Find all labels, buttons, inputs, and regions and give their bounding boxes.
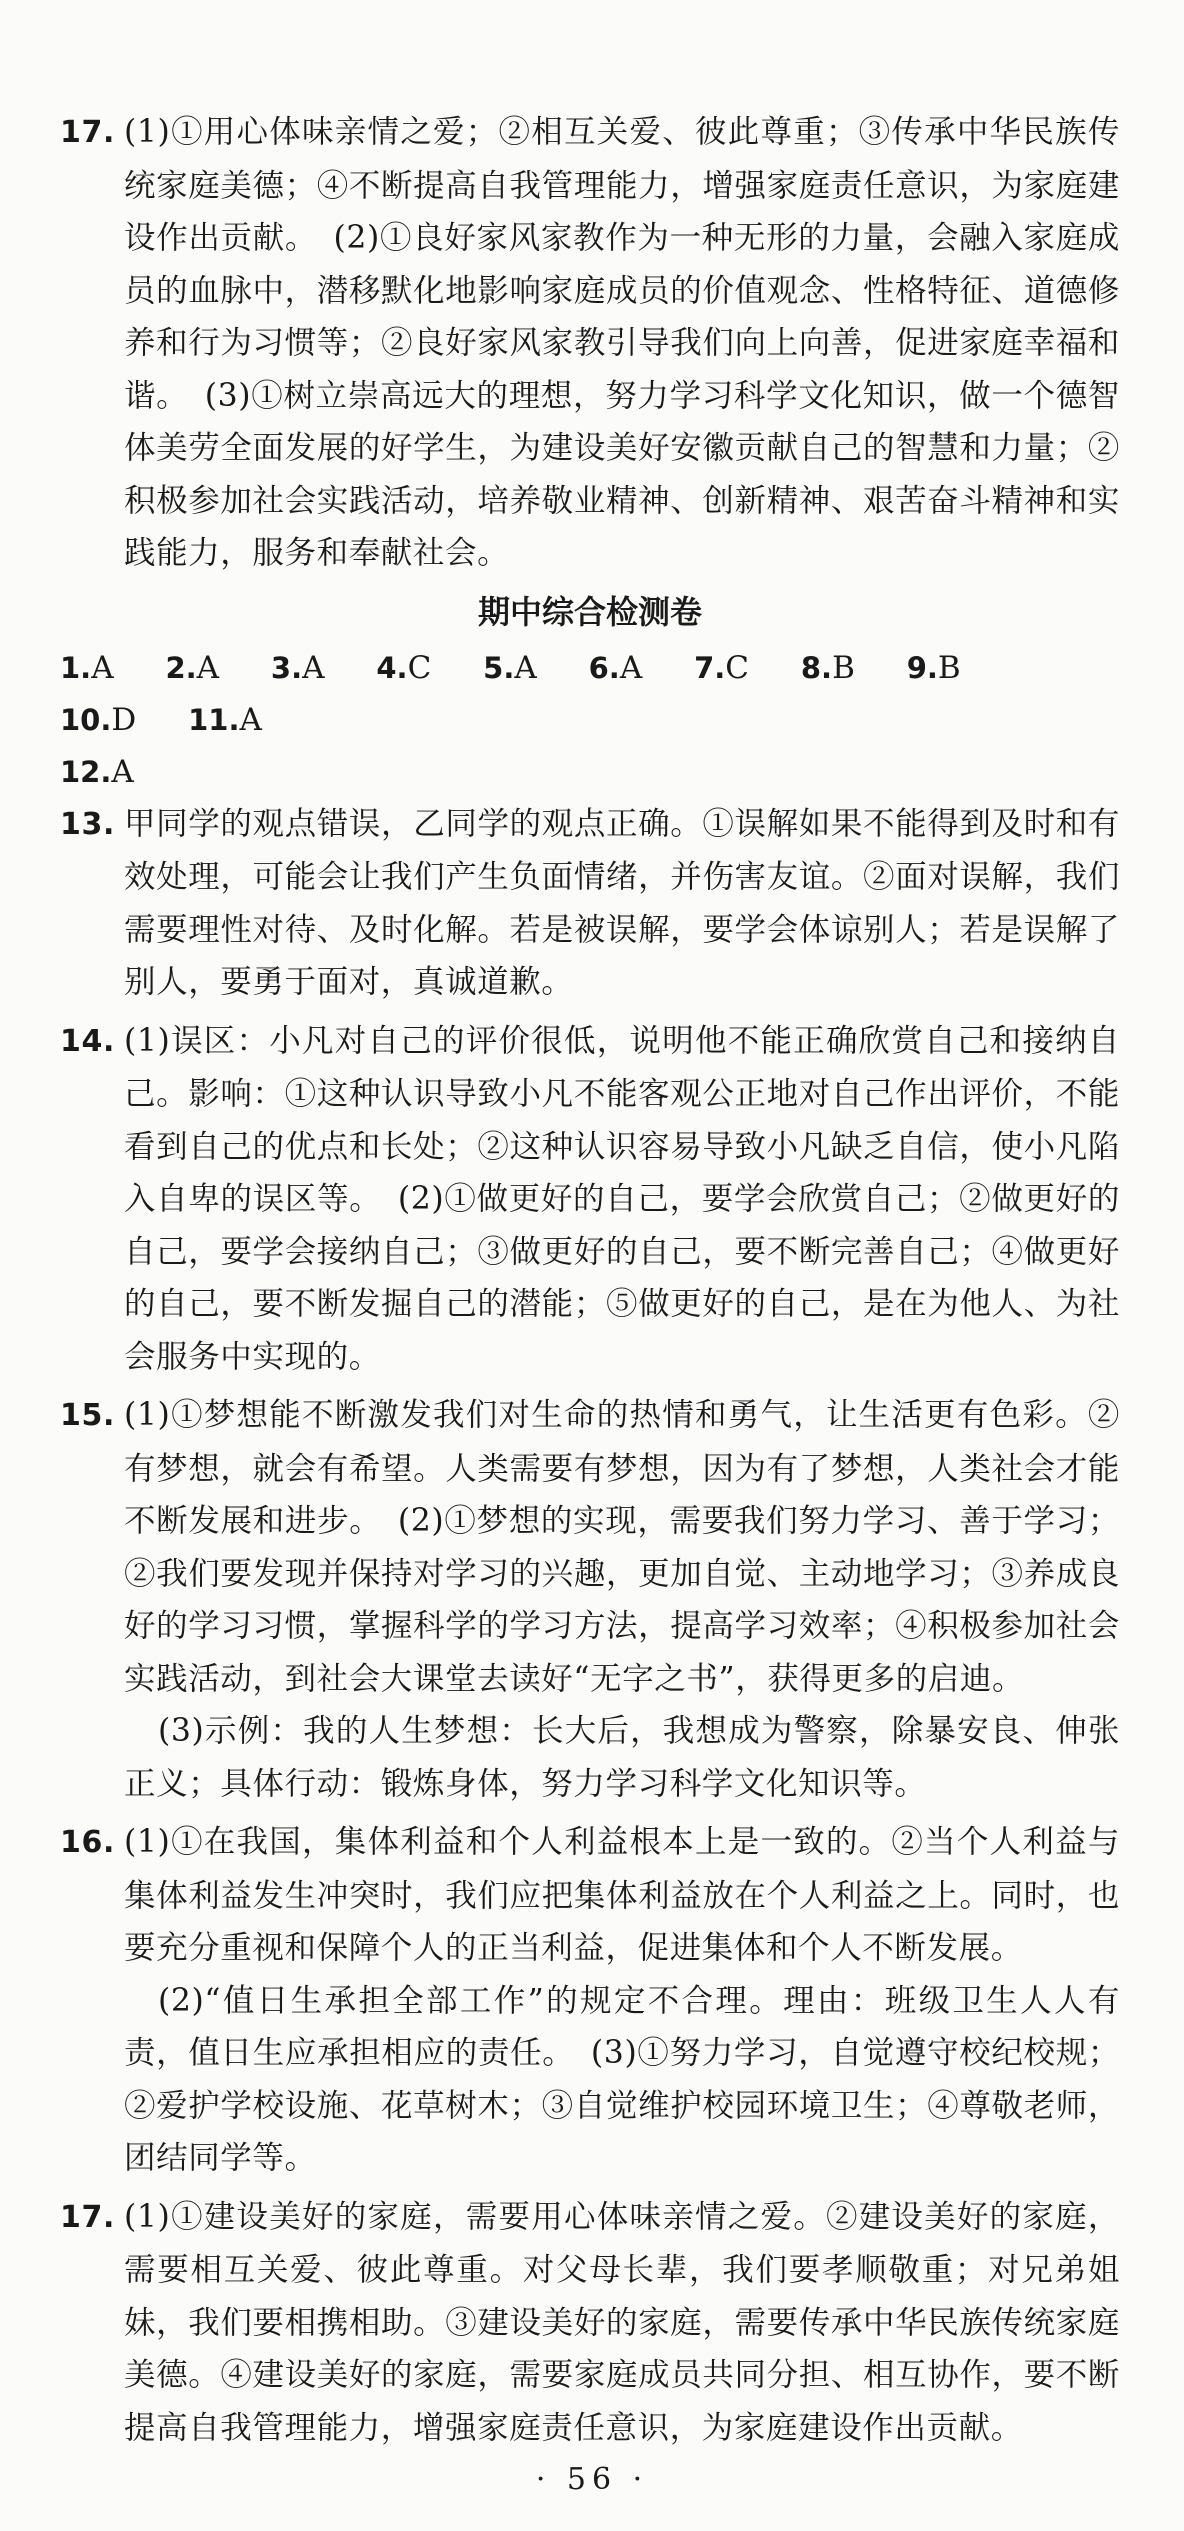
answer-text: (1)误区：小凡对自己的评价很低，说明他不能正确欣赏自己和接纳自己。影响：①这种认识导致小凡不能客观公正地对自己作出评价，不能看到自己的优点和长处；②这种认识容易导致小凡缺乏自信，使小凡陷入自卑的误区等。 (2)①做更好的自己，要学会欣赏自己；②做更好的自己，要学会接纳自己；③做更好的自己，要不断完善自己；④做更好的自己，要不断发掘自己的潜能；⑤做更好的自己，是在为他人、为社会服务中实现的。 [124,1022,1120,1375]
choice-answer: 12.A [60,753,134,790]
answer-text: (1)①梦想能不断激发我们对生命的热情和勇气，让生活更有色彩。②有梦想，就会有希望。人类需要有梦想，因为有了梦想，人类社会才能不断发展和进步。 (2)①梦想的实现，需要我们努力学习、善于学习；②我们要发现并保持对学习的兴趣，更加自觉、主动地学习；③养成良好的学习习惯，掌握科学的学习方法，提高学习效率；④积极参加社会实践活动，到社会大课堂去读好“无字之书”，获得更多的启迪。 [124,1397,1120,1697]
choice-answers-row-1 [60,642,1120,746]
page-content [60,106,1120,2460]
page-number: · 56 · [535,2462,649,2497]
question-15 [60,1389,1120,1810]
choice-answer: 2.A [165,649,220,686]
question-number: 17. [60,115,115,150]
choice-answer: 7.C [694,649,749,686]
question-16 [60,1816,1120,2185]
section-title: 期中综合检测卷 [477,592,702,631]
question-17-prev [60,106,1120,580]
choice-answer: 10.D [60,701,137,738]
choice-answer: 9.B [906,649,961,686]
choice-answer: 1.A [60,649,114,686]
choice-answer: 5.A [483,649,537,686]
choice-answer: 6.A [588,649,643,686]
question-number: 16. [60,1825,115,1860]
answer-subpart: (2)“值日生承担全部工作”的规定不合理。理由：班级卫生人人有责，值日生应承担相应的责任。 (3)①努力学习，自觉遵守校纪校规；②爱护学校设施、花草树木；③自觉维护校园环境卫生；④尊敬老师，团结同学等。 [124,1982,1120,2176]
question-number: 15. [60,1398,115,1433]
answer-text: 甲同学的观点错误，乙同学的观点正确。①误解如果不能得到及时和有效处理，可能会让我们产生负面情绪，并伤害友谊。②面对误解，我们需要理性对待、及时化解。若是被误解，要学会体谅别人；若是误解了别人，要勇于面对，真诚道歉。 [124,805,1120,1000]
question-17 [60,2191,1120,2455]
answer-text: (1)①在我国，集体利益和个人利益根本上是一致的。②当个人利益与集体利益发生冲突时，我们应把集体利益放在个人利益之上。同时，也要充分重视和保障个人的正当利益，促进集体和个人不断发展。 [124,1824,1120,1966]
choice-answer: 11.A [188,701,262,738]
choice-answer: 4.C [376,649,432,686]
question-number: 13. [60,806,115,842]
question-13 [60,798,1120,1009]
answer-subpart: (3)示例：我的人生梦想：长大后，我想成为警察，除暴安良、伸张正义；具体行动：锻炼身体，努力学习科学文化知识等。 [124,1713,1120,1802]
question-14 [60,1015,1120,1384]
choice-answers-row-2 [60,746,1120,798]
question-number: 17. [60,2199,115,2235]
answer-text: (1)①建设美好的家庭，需要用心体味亲情之爱。②建设美好的家庭，需要相互关爱、彼此尊重。对父母长辈，我们要孝顺敬重；对兄弟姐妹，我们要相携相助。③建设美好的家庭，需要传承中华民族传统家庭美德。④建设美好的家庭，需要家庭成员共同分担、相互协作，要不断提高自我管理能力，增强家庭责任意识，为家庭建设作出贡献。 [124,2198,1120,2446]
choice-answer: 3.A [270,649,325,686]
question-number: 14. [60,1023,115,1059]
answer-text: (1)①用心体味亲情之爱；②相互关爱、彼此尊重；③传承中华民族传统家庭美德；④不断提高自我管理能力，增强家庭责任意识，为家庭建设作出贡献。 (2)①良好家风家教作为一种无形的力量，会融入家庭成员的血脉中，潜移默化地影响家庭成员的价值观念、性格特征、道德修养和行为习惯等；②良好家风家教引导我们向上向善，促进家庭幸福和谐。 (3)①树立崇高远大的理想，努力学习科学文化知识，做一个德智体美劳全面发展的好学生，为建设美好安徽贡献自己的智慧和力量；②积极参加社会实践活动，培养敬业精神、创新精神、艰苦奋斗精神和实践能力，服务和奉献社会。 [124,114,1120,571]
choice-answer: 8.B [800,649,855,686]
